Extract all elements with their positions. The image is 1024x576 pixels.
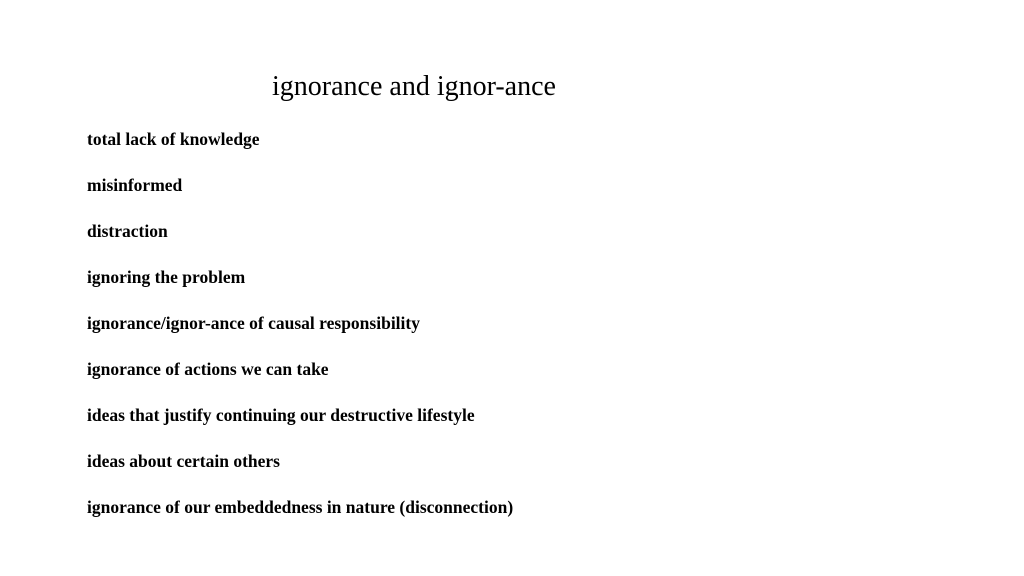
list-item: ideas that justify continuing our destructive lifestyle bbox=[87, 405, 475, 425]
list-item: ignoring the problem bbox=[87, 267, 246, 287]
list-item: ignorance of actions we can take bbox=[87, 359, 329, 379]
slide-title: ignorance and ignor-ance bbox=[272, 71, 556, 102]
list-item: distraction bbox=[87, 221, 168, 241]
list-item: misinformed bbox=[87, 175, 183, 195]
list-item: ideas about certain others bbox=[87, 451, 280, 471]
list-item: ignorance of our embeddedness in nature (disconnection) bbox=[87, 497, 514, 517]
list-item: total lack of knowledge bbox=[87, 129, 260, 149]
item-list bbox=[87, 128, 513, 542]
list-item: ignorance/ignor-ance of causal responsibility bbox=[87, 313, 420, 333]
